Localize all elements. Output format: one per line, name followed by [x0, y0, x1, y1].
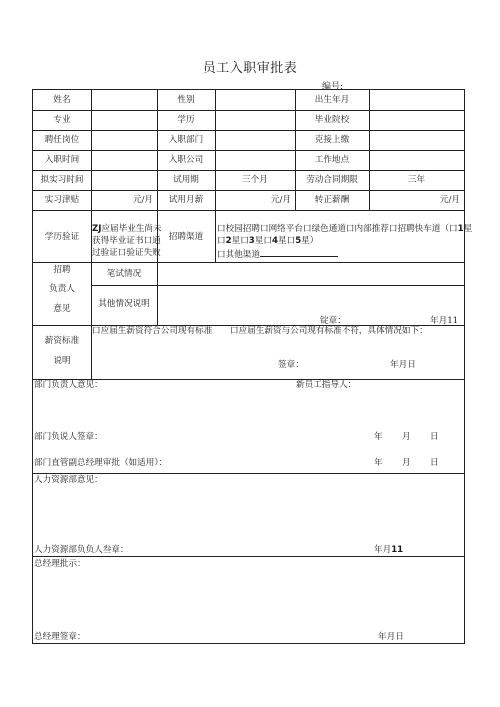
label-school: 毕业院校: [314, 115, 350, 125]
star-number: 3: [248, 236, 255, 246]
label-gender: 性别: [177, 95, 195, 105]
salary-date: 年月日: [390, 360, 416, 370]
channel-options-text: 星口: [254, 236, 272, 246]
row-divider: [33, 190, 464, 191]
hr-opinion-label: 人力资源部意见：: [34, 475, 103, 485]
dept-head-sign-label: 部门负说人签章：: [34, 432, 103, 442]
unit-probation-salary: 元/月: [270, 195, 291, 205]
label-work-location: 工作地点: [314, 155, 350, 165]
channel-options-text: 口: [286, 236, 296, 246]
channel-options-text: 口: [217, 236, 226, 246]
column-divider: [369, 90, 370, 210]
salary-label-2: 说明: [53, 356, 71, 366]
director-date-day: 日: [430, 458, 439, 468]
unit-allowance: 元/月: [132, 195, 153, 205]
salary-option-compliant: 口应届生薪资符合公司现有标准: [92, 326, 213, 336]
row-divider: [33, 262, 464, 263]
channel-other: [217, 248, 338, 261]
label-position: 聘任岗位: [44, 135, 80, 145]
verification-option-3: 过验证口验证失败: [92, 248, 161, 258]
label-probation: 试用期: [173, 175, 199, 185]
label-other-notes: 其他情况说明: [98, 299, 150, 309]
verification-option-2: 获得毕业证书口通: [92, 236, 161, 246]
recruit-sign-label: 锭章：: [320, 316, 346, 326]
row-divider: [33, 150, 464, 151]
hr-sign-label: 人力资源部负负人叁章：: [34, 545, 129, 555]
gm-opinion-label: 总经理批示：: [34, 559, 86, 569]
verification-options: [92, 224, 162, 235]
row-divider: [91, 285, 464, 286]
recruit-date: 年月11: [430, 316, 459, 326]
director-approval-label: 部门直管副总经理审批（如适用）：: [34, 458, 168, 468]
channel-options-text: 星口: [231, 236, 249, 246]
channel-options-line-2: [217, 236, 318, 247]
label-regular-salary: 转正薪酬: [314, 195, 350, 205]
label-recruit-channel: 招聘渠道: [168, 232, 204, 242]
row-divider: [33, 556, 464, 557]
column-divider: [157, 262, 158, 325]
row-divider: [33, 170, 464, 171]
gm-date: 年月日: [378, 632, 404, 642]
mentor-label: 新员工指导人：: [296, 380, 357, 390]
dept-date-day: 日: [430, 432, 439, 442]
unit-regular-salary: 元/月: [439, 195, 460, 205]
channel-options-text: 口校园招聘口网络平台口绿色通道口内部推荐口招聘快车道（口: [217, 224, 458, 234]
director-date-year: 年: [374, 458, 383, 468]
value-probation: 三个月: [242, 175, 268, 185]
label-education: 学历: [177, 115, 195, 125]
salary-sign-label: 签章：: [278, 360, 304, 370]
approval-form-table: [32, 89, 473, 644]
form-title: 员工入职审批表: [202, 61, 298, 76]
label-superior: 克接上缴: [314, 135, 350, 145]
channel-options-text: 星: [463, 224, 473, 234]
star-number: 1: [457, 224, 464, 234]
channel-other-label: 口其他渠道: [217, 250, 260, 260]
gm-sign-label: 总经理签章：: [34, 632, 86, 642]
hr-date: [374, 545, 403, 556]
channel-other-underline: [260, 248, 338, 257]
serial-number-label: 编号:: [322, 82, 344, 92]
row-divider: [33, 210, 464, 211]
column-divider: [215, 210, 216, 262]
verification-option-1: 应届毕业生尚未: [101, 224, 162, 234]
label-contract-term: 劳动合同期限: [306, 175, 358, 185]
recruit-label-1: 招聘: [53, 265, 71, 275]
channel-options-text: 星: [277, 236, 287, 246]
column-divider: [91, 90, 92, 210]
column-divider: [215, 90, 216, 210]
label-probation-salary: 试用月薪: [168, 195, 204, 205]
star-number: 2: [225, 236, 232, 246]
recruit-label-3: 意见: [53, 304, 71, 314]
dept-head-opinion-label: 部门负责人意见：: [34, 380, 103, 390]
hr-date-text: 年月: [374, 545, 392, 555]
label-internship-period: 拟实习时间: [40, 175, 84, 185]
label-degree-verification: 学历验证: [44, 232, 80, 242]
label-major: 专业: [53, 115, 71, 125]
recruit-label-2: 负责人: [49, 284, 75, 294]
label-department: 入职部门: [168, 135, 204, 145]
star-number: 4: [271, 236, 278, 246]
channel-options-line-1: [217, 224, 472, 235]
column-divider: [157, 90, 158, 210]
row-divider: [33, 473, 464, 474]
verification-code: ZJ: [92, 224, 102, 234]
label-company: 入职公司: [168, 155, 204, 165]
value-contract-term: 三年: [407, 175, 426, 185]
label-written-test: 笔试情况: [106, 269, 142, 279]
hr-date-number: 11: [391, 545, 404, 555]
dept-date-year: 年: [374, 432, 383, 442]
dept-date-month: 月: [402, 432, 411, 442]
label-allowance: 实习津贴: [44, 195, 80, 205]
row-divider: [33, 110, 464, 111]
column-divider: [295, 90, 296, 210]
row-divider: [33, 130, 464, 131]
star-number: 5: [295, 236, 302, 246]
label-start-date: 入职时间: [44, 155, 80, 165]
salary-option-noncompliant: 口应届生薪资与公司现有标准不符，具体情况如下：: [230, 326, 428, 336]
label-birth-date: 出生年月: [314, 95, 350, 105]
label-name: 姓名: [53, 95, 71, 105]
director-date-month: 月: [402, 458, 411, 468]
salary-label-1: 薪资标准: [44, 336, 80, 346]
channel-options-text: 星）: [301, 236, 319, 246]
